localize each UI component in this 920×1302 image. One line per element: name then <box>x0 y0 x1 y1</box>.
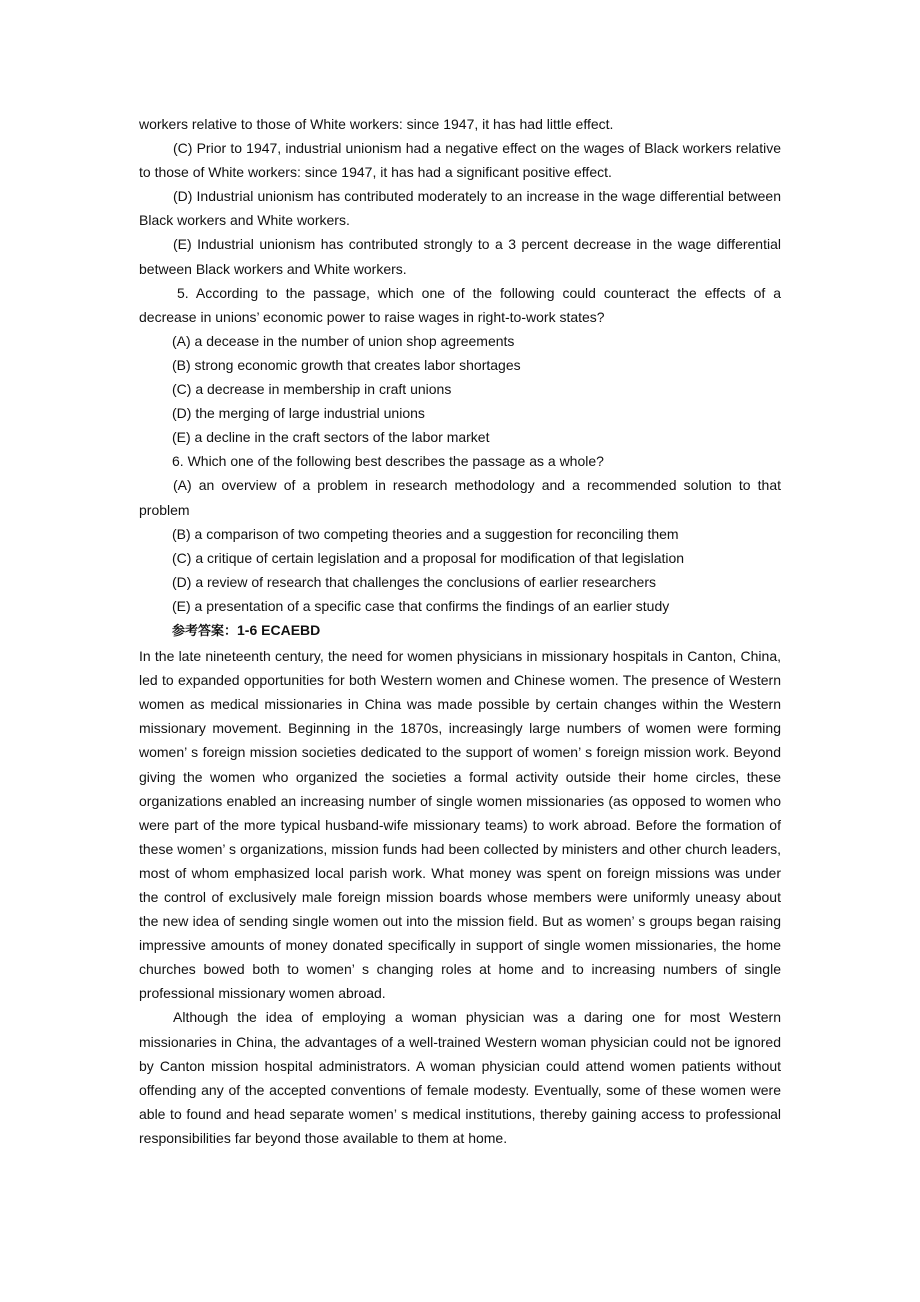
q6-option-b: (B) a comparison of two competing theories and a suggestion for reconciling them <box>172 525 679 542</box>
q4-option-d: (D) Industrial unionism has contributed moderately to an increase in the wage differential between Black workers and White workers. <box>139 188 781 229</box>
q6-option-a: (A) an overview of a problem in research methodology and a recommended solution to that problem <box>139 477 781 518</box>
q4-continuation-line: workers relative to those of White workers: since 1947, it has had little effect. <box>139 116 614 132</box>
answer-key-value: 1-6 ECAEBD <box>237 621 321 638</box>
answer-key <box>139 618 781 644</box>
q5-option-a: (A) a decease in the number of union shop agreements <box>172 332 515 349</box>
q4-option-c: (C) Prior to 1947, industrial unionism had a negative effect on the wages of Black workers relative to those of White workers: since 1947, it has had a significant positive effect. <box>139 140 781 181</box>
q4-option-e: (E) Industrial unionism has contributed strongly to a 3 percent decrease in the wage differential between Black workers and White workers. <box>139 236 781 277</box>
passage-paragraph-2: Although the idea of employing a woman physician was a daring one for most Western missionaries in China, the advantages of a well-trained Western woman physician could not be ignored by Canton mission hospital administrators. A woman physician could attend women patients without offending any of the accepted conventions of female modesty. Eventually, some of these women were able to found and head separate women’ s medical institutions, thereby gaining access to professional responsibilities far beyond those available to them at home. <box>139 1009 781 1146</box>
document-page <box>139 112 781 1150</box>
q6-stem: 6. Which one of the following best describes the passage as a whole? <box>172 453 604 470</box>
passage-paragraph-1: In the late nineteenth century, the need for women physicians in missionary hospitals in Canton, China, led to expanded opportunities for both Western women and Chinese women. The presence of Western women as medical missionaries in China was made possible by certain changes within the Western missionary movement. Beginning in the 1870s, increasingly large numbers of women were forming women’ s foreign mission societies dedicated to the support of women’ s foreign mission work. Beyond giving the women who organized the societies a formal activity outside their home circles, these organizations enabled an increasing number of single women missionaries (as opposed to women who were part of the more typical husband-wife missionary teams) to work abroad. Before the formation of these women’ s organizations, mission funds had been collected by ministers and other church leaders, most of whom emphasized local parish work. What money was spent on foreign missions was under the control of exclusively male foreign mission boards whose members were uniformly uneasy about the new idea of sending single women out into the mission field. But as women’ s groups began raising impressive amounts of money donated specifically in support of single women missionaries, the home churches bowed both to women’ s changing roles at home and to increasing numbers of single professional missionary women abroad. <box>139 648 781 1002</box>
q5-option-c: (C) a decrease in membership in craft unions <box>172 381 452 398</box>
q5-option-b: (B) strong economic growth that creates labor shortages <box>172 356 521 373</box>
q6-option-c: (C) a critique of certain legislation and a proposal for modification of that legislation <box>172 549 685 566</box>
q6-option-e: (E) a presentation of a specific case that confirms the findings of an earlier study <box>172 597 670 614</box>
q5-option-d: (D) the merging of large industrial unions <box>172 405 425 422</box>
answer-key-label: 参考答案： <box>172 623 238 639</box>
q5-option-e: (E) a decline in the craft sectors of the labor market <box>172 429 490 446</box>
q5-stem: 5. According to the passage, which one of the following could counteract the effects of a decrease in unions’ economic power to raise wages in right-to-work states? <box>139 284 781 325</box>
q6-option-d: (D) a review of research that challenges the conclusions of earlier researchers <box>172 573 657 590</box>
